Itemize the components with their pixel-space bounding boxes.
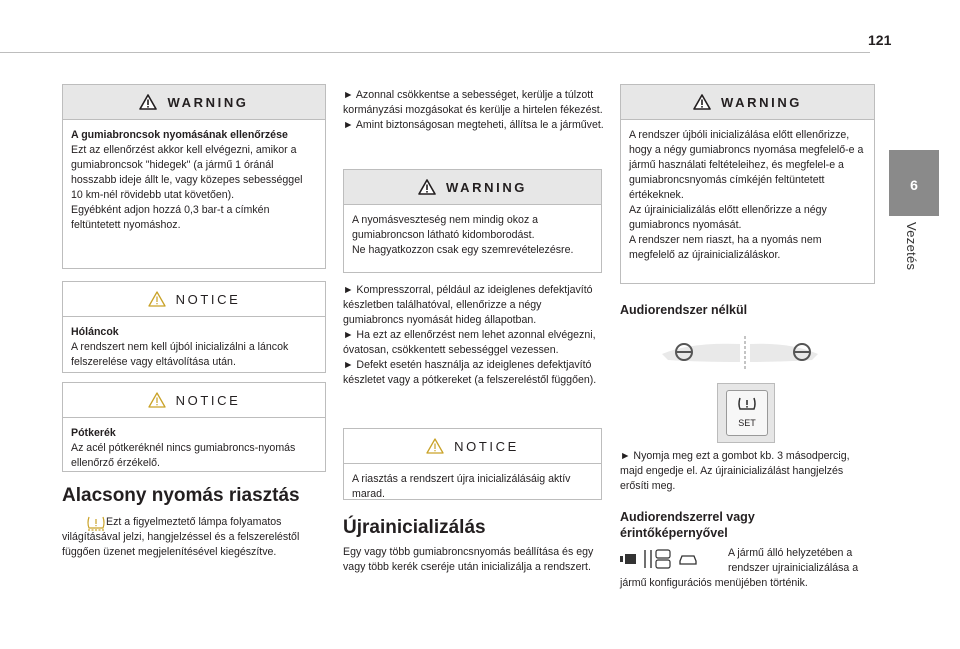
notice-box-alert-active: [343, 428, 602, 500]
notice-title: NOTICE: [175, 291, 241, 307]
warning-box-before-reinit: [620, 84, 875, 284]
set-button-illustration: [717, 383, 775, 443]
notice-triangle-icon: [148, 291, 166, 307]
menu-icons: [620, 548, 698, 570]
chapter-tab[interactable]: 6: [889, 150, 939, 216]
paragraph: Ezt a figyelmeztető lámpa folyamatos világításával jelzi, hangjelzéssel és a felszereléstől függően üzenet megjelenítésével kiegészítve.: [62, 516, 300, 558]
settings-sliders-icon: [642, 548, 672, 570]
warning-title: WARNING: [445, 179, 528, 195]
notice-box-snow-chains: [62, 281, 326, 373]
set-button[interactable]: [726, 390, 768, 436]
warning-title: WARNING: [167, 94, 249, 110]
instruction-menu-a: A jármű álló helyzetében a rendszer ujrainicializálása a: [728, 547, 859, 574]
warning-heading: A gumiabroncsok nyomásának ellenőrzése: [71, 129, 288, 141]
warning-title: WARNING: [720, 94, 803, 110]
bullet-list-mid: ► Kompresszorral, például az ideiglenes defektjavító készletben találhatóval, ellenőrizze a négy gumiabroncs nyomását hideg állapotban. ► Ha ezt az ellenőrzést nem lehet azonnal elvégezni, óvatosan, csökkentett sebességgel vezessen. ► Defekt esetén használja az ideiglenes defektjavító készletet vagy a pótkereket (a felszereléstől függően).: [343, 284, 597, 386]
notice-title: NOTICE: [175, 392, 241, 408]
instruction-press-set: ► Nyomja meg ezt a gombot kb. 3 másodpercig, majd engedje el. Az újrainicializálást hangjelzés erősíti meg.: [620, 450, 850, 492]
bullet-list-top: ► Azonnal csökkentse a sebességet, kerülje a túlzott kormányzási mozgásokat és kerülje a hirtelen fékezést. ► Amint biztonságosan megteheti, állítsa le a járművet.: [343, 89, 604, 131]
section-title-low-pressure: Alacsony nyomás riasztás: [62, 485, 300, 506]
section-title-reinit: Újrainicializálás: [343, 517, 486, 538]
notice-text: Az acél pótkeréknél nincs gumiabroncs-nyomás ellenőrző érzékelő.: [71, 442, 296, 469]
heading-no-audio: Audiorendszer nélkül: [620, 303, 748, 317]
notice-heading: Pótkerék: [71, 427, 116, 439]
instruction-menu-b: jármű konfigurációs menüjében történik.: [620, 577, 808, 589]
heading-with-audio: Audiorendszerrel vagy érintőképernyővel: [620, 510, 755, 540]
warning-box-tyre-check: [62, 84, 326, 269]
warning-triangle-icon: [418, 179, 436, 195]
section-text-low-pressure: [62, 515, 328, 560]
car-icon: [678, 552, 698, 566]
warning-triangle-icon: [139, 94, 157, 110]
notice-title: NOTICE: [454, 438, 519, 454]
warning-box-pressure-loss: [343, 169, 602, 273]
page-number: 121: [868, 32, 892, 48]
notice-text: A riasztás a rendszert újra inicializálásáig aktív marad.: [352, 473, 571, 500]
header-rule: [0, 52, 870, 53]
chapter-title: Vezetés: [904, 222, 919, 271]
set-label: SET: [738, 418, 756, 428]
warning-text: Ezt az ellenőrzést akkor kell elvégezni, amikor a gumiabroncsok "hidegek" (a jármű 1 óránál hosszabb ideje állt le, vagy közepes sebességgel 10 km-nél rövidebb utat követően). Egyébként adjon hozzá 0,3 bar-t a címkén feltüntetett nyomáshoz.: [71, 144, 303, 231]
warning-text: A nyomásveszteség nem mindig okoz a gumiabroncson látható kidomborodást. Ne hagyatkozzon csak egy szemrevételezésre.: [352, 214, 574, 256]
dashboard-illustration: [660, 332, 820, 372]
menu-icon: [620, 553, 636, 565]
notice-triangle-icon: [148, 392, 166, 408]
notice-text: A rendszert nem kell újból inicializálni a láncok felszerelése vagy eltávolítása után.: [71, 341, 289, 368]
notice-triangle-icon: [426, 438, 444, 454]
warning-text: A rendszer újbóli inicializálása előtt ellenőrizze, hogy a négy gumiabroncs nyomása megfelelő-e a jármű használati feltételeihez, és megfelel-e a gumiabroncsnyomás címkéjén feltüntetett értékeknek. Az újrainicializálás előtt ellenőrizze a négy gumiabroncs nyomását. A rendszer nem riaszt, ha a nyomás nem megfelelő az újrainicializáláskor.: [629, 129, 864, 261]
section-text-reinit: Egy vagy több gumiabroncsnyomás beállítása és egy vagy több kerék cseréje után inicializálja a rendszert.: [343, 546, 594, 573]
warning-triangle-icon: [693, 94, 711, 110]
tyre-pressure-icon: [737, 396, 757, 412]
notice-box-spare-wheel: [62, 382, 326, 472]
notice-heading: Hóláncok: [71, 326, 119, 338]
